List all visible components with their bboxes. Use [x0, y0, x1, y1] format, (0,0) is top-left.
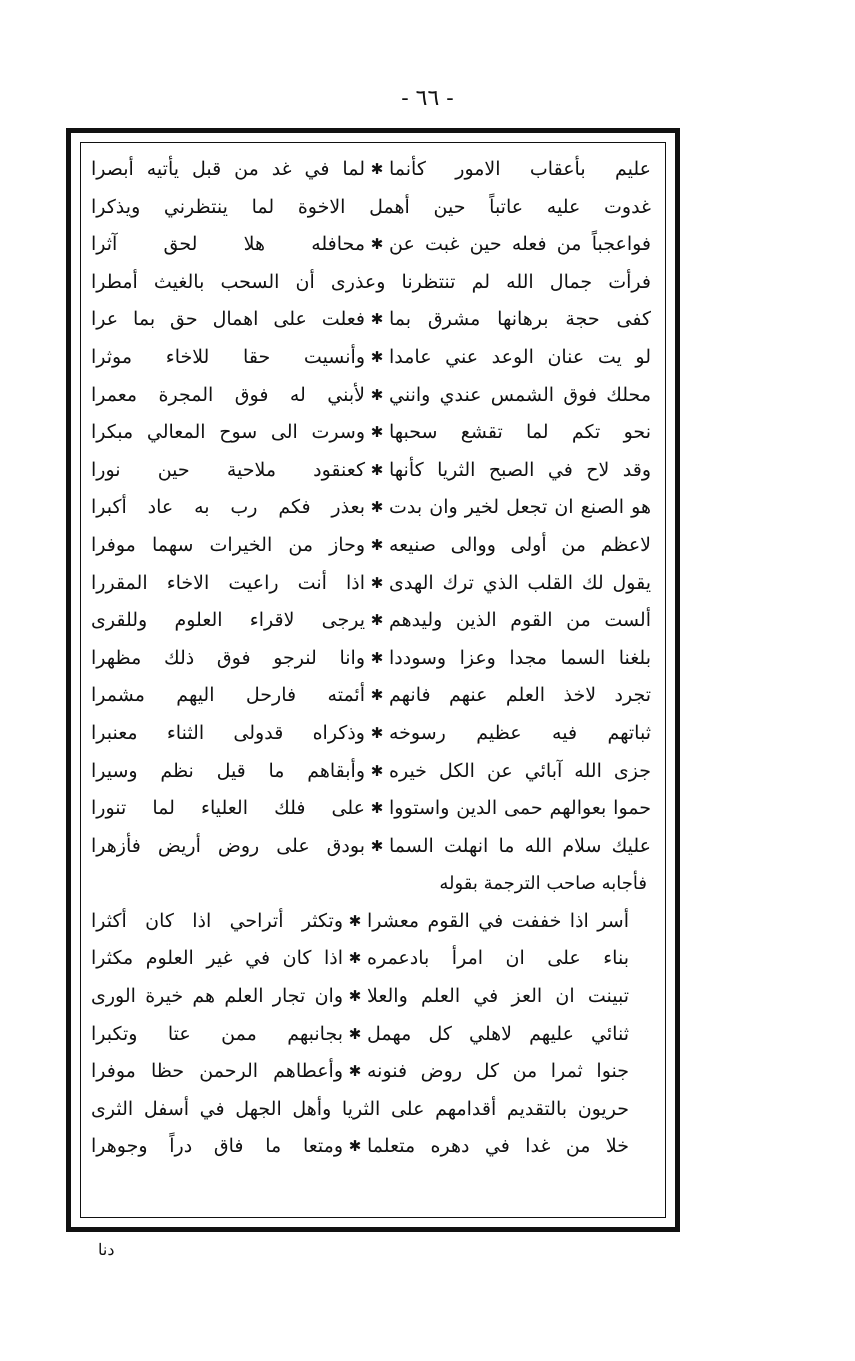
hemistich-separator-icon: ✱ — [370, 648, 384, 667]
verse-first-hemistich: لاعظم من أولى ووالى صنيعه — [389, 533, 651, 556]
hemistich-separator-icon: ✱ — [370, 347, 384, 366]
verse-first-hemistich: خلا من غدا في دهره متعلما — [367, 1135, 629, 1158]
verse-first-hemistich: يقول لك القلب الذي ترك الهدى — [389, 571, 651, 594]
verse-line — [91, 903, 651, 941]
hemistich-separator-icon: ✱ — [348, 1024, 362, 1043]
verse-first-hemistich: هو الصنع ان تجعل لخير وان بدت — [389, 496, 651, 519]
verse-second-hemistich: لما في غد من قبل يأتيه أبصرا — [91, 158, 365, 180]
verse-first-hemistich: علیم بأعقاب الامور كأنما — [389, 158, 651, 180]
verse-first-hemistich: فواعجباً من فعله حين غبت عن — [389, 233, 651, 256]
verse-line — [91, 301, 651, 339]
verse-second-hemistich: ومتعا ما فاق دراً وجوهرا — [91, 1135, 343, 1158]
verse-first-hemistich: لو يت عنان الوعد عني عامدا — [389, 345, 651, 368]
hemistich-separator-icon: ✱ — [348, 949, 362, 968]
hemistich-separator-icon: ✱ — [370, 686, 384, 705]
verse-second-hemistich: بجانبهم ممن عتا وتكبرا — [91, 1022, 343, 1045]
verse-line — [91, 1091, 651, 1129]
hemistich-separator-icon: ✱ — [370, 423, 384, 442]
page-frame — [66, 128, 680, 1232]
hemistich-separator-icon: ✱ — [370, 836, 384, 855]
verse-second-hemistich: اذا كان في غير العلوم مكثرا — [91, 947, 343, 970]
verse-line — [91, 1016, 651, 1054]
verse-first-hemistich: نحو تكم لما تقشع سحبها — [389, 421, 651, 444]
verse-line — [91, 790, 651, 828]
verse-line — [91, 602, 651, 640]
hemistich-separator-icon: ✱ — [370, 310, 384, 329]
hemistich-separator-icon: ✱ — [370, 160, 384, 178]
catchword: دنا — [98, 1240, 115, 1259]
verse-line — [91, 264, 651, 302]
verse-line — [91, 189, 651, 227]
verse-line — [91, 339, 651, 377]
verse-line — [91, 377, 651, 415]
hemistich-separator-icon: ✱ — [370, 573, 384, 592]
hemistich-separator-icon: ✱ — [370, 761, 384, 780]
verse-second-hemistich: بودق على روض أريض فأزهرا — [91, 834, 365, 857]
verse-first-hemistich: جزى الله آبائي عن الكل خيره — [389, 759, 651, 782]
verse-second-hemistich: محافله هلا لحق آثرا — [91, 233, 365, 256]
hemistich-separator-icon: ✱ — [348, 1062, 362, 1081]
verse-second-hemistich: على فلك العلياء لما تنورا — [91, 797, 365, 820]
verse-second-hemistich: وان تجار العلم هم خيرة الورى — [91, 985, 343, 1008]
section-heading: فأجابه صاحب الترجمة بقوله — [439, 873, 647, 895]
verse-second-hemistich: وأنسيت حقا للاخاء موثرا — [91, 345, 365, 368]
verse-second-hemistich: وتكثر أتراحي اذا كان أكثرا — [91, 909, 343, 932]
verse-line — [91, 527, 651, 565]
poem-body — [91, 151, 651, 1166]
verse-first-hemistich: ثنائي عليهم لاهلي كل مهمل — [367, 1022, 629, 1045]
verse-full: حريون بالتقديم أقدامهم على الثريا وأهل الجهل في أسفل الثرى — [91, 1097, 629, 1120]
verse-second-hemistich: وأبقاهم ما قيل نظم وسيرا — [91, 759, 365, 782]
verse-second-hemistich: وحاز من الخيرات سهما موفرا — [91, 533, 365, 556]
reply-poem — [91, 903, 651, 1166]
verse-line — [91, 640, 651, 678]
verse-line — [91, 978, 651, 1016]
verse-second-hemistich: وأعطاهم الرحمن حظا موفرا — [91, 1060, 343, 1083]
verse-second-hemistich: وذكراه قدولى الثناء معنبرا — [91, 721, 365, 744]
verse-first-hemistich: وقد لاح في الصبح الثريا كأنها — [389, 458, 651, 481]
hemistich-separator-icon: ✱ — [370, 385, 384, 404]
hemistich-separator-icon: ✱ — [370, 460, 384, 479]
verse-full: فرأت جمال الله لم تنتظرنا وعذرى أن السحب بالغيث أمطرا — [91, 270, 651, 293]
verse-second-hemistich: أئمته فارحل اليهم مشمرا — [91, 684, 365, 707]
verse-second-hemistich: اذا أنت راعيت الاخاء المقررا — [91, 571, 365, 594]
hemistich-separator-icon: ✱ — [348, 1137, 362, 1156]
verse-full: غدوت عليه عاتباً حين أهمل الاخوة لما ينتظرني ويذكرا — [91, 195, 651, 218]
verse-first-hemistich: حموا بعوالهم حمى الدين واستووا — [389, 797, 651, 820]
verse-line — [91, 715, 651, 753]
verse-first-hemistich: محلك فوق الشمس عندي وانني — [389, 383, 651, 406]
verse-first-hemistich: جنوا ثمرا من كل روض فنونه — [367, 1060, 629, 1083]
verse-first-hemistich: تبينت ان العز في العلم والعلا — [367, 985, 629, 1008]
verse-line — [91, 151, 651, 189]
hemistich-separator-icon: ✱ — [348, 987, 362, 1006]
verse-line — [91, 677, 651, 715]
verse-line — [91, 565, 651, 603]
page-frame-inner — [80, 142, 666, 1218]
verse-line — [91, 414, 651, 452]
verse-first-hemistich: كفى حجة برهانها مشرق بما — [389, 308, 651, 331]
hemistich-separator-icon: ✱ — [370, 799, 384, 818]
verse-first-hemistich: ثباتهم فيه عظيم رسوخه — [389, 721, 651, 744]
margin-mark — [676, 455, 679, 483]
verse-second-hemistich: وسرت الى سوح المعالي مبكرا — [91, 421, 365, 444]
verse-line — [91, 828, 651, 866]
hemistich-separator-icon: ✱ — [348, 911, 362, 930]
verse-second-hemistich: كعنقود ملاحية حين نورا — [91, 458, 365, 481]
verse-second-hemistich: فعلت على اهمال حق بما عرا — [91, 308, 365, 331]
page-number: - ٦٦ - — [401, 86, 454, 111]
verse-line — [91, 940, 651, 978]
verse-second-hemistich: يرجى لاقراء العلوم وللقرى — [91, 609, 365, 632]
verse-second-hemistich: بعذر فكم رب به عاد أكبرا — [91, 496, 365, 519]
hemistich-separator-icon: ✱ — [370, 723, 384, 742]
verse-line — [91, 489, 651, 527]
verse-first-hemistich: بلغنا السما مجدا وعزا وسوددا — [389, 646, 651, 669]
verse-line — [91, 1128, 651, 1166]
verse-first-hemistich: ألست من القوم الذين وليدهم — [389, 609, 651, 632]
verse-first-hemistich: بناء على ان امرأ بادعمره — [367, 947, 629, 970]
verse-line — [91, 226, 651, 264]
verse-line — [91, 753, 651, 791]
hemistich-separator-icon: ✱ — [370, 235, 384, 254]
verse-line — [91, 452, 651, 490]
verse-second-hemistich: لأبني له فوق المجرة معمرا — [91, 383, 365, 406]
hemistich-separator-icon: ✱ — [370, 611, 384, 630]
verse-first-hemistich: عليك سلام الله ما انهلت السما — [389, 834, 651, 857]
hemistich-separator-icon: ✱ — [370, 535, 384, 554]
verse-second-hemistich: وانا لنرجو فوق ذلك مظهرا — [91, 646, 365, 669]
verse-line — [91, 1053, 651, 1091]
verse-first-hemistich: تجرد لاخذ العلم عنهم فانهم — [389, 684, 651, 707]
verse-first-hemistich: أسر اذا خففت في القوم معشرا — [367, 909, 629, 932]
hemistich-separator-icon: ✱ — [370, 498, 384, 517]
